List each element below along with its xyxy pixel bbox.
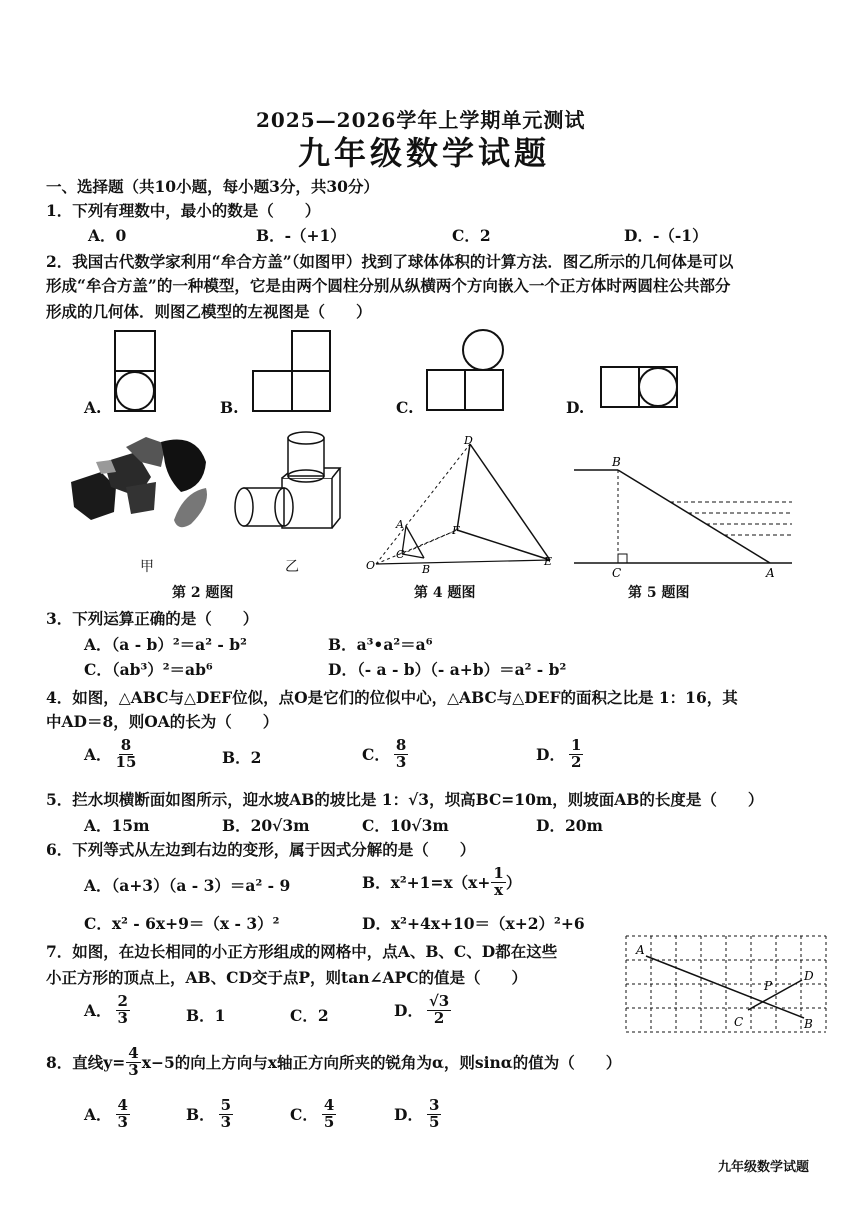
- q2-line1: 2．我国古代数学家利用“牟合方盖”（如图甲）找到了球体体积的计算方法．图乙所示的几何体是可以: [46, 252, 734, 271]
- q3-option-b: B．a³•a²＝a⁶: [328, 635, 433, 654]
- q8-a-num: 4: [117, 1096, 128, 1114]
- exam-subtitle: 2025—2026学年上学期单元测试: [256, 108, 586, 132]
- q4-option-b: B．2: [222, 748, 262, 767]
- q7-a-num: 2: [117, 992, 128, 1010]
- q2-option-c-label: C.: [396, 398, 414, 417]
- q8-stem-pre: 8．直线y=: [46, 1053, 126, 1073]
- q8-stem-fraction: [126, 1046, 140, 1079]
- section-heading: 一、选择题（共10小题，每小题3分，共30分）: [46, 177, 379, 196]
- q6-stem: 6．下列等式从左边到右边的变形，属于因式分解的是（ ）: [46, 840, 476, 859]
- q4-d-num: 1: [570, 736, 582, 754]
- q7-a-den: 3: [117, 1008, 128, 1027]
- q8-stem-num: 4: [128, 1044, 139, 1062]
- fig7-label-a: A: [636, 943, 645, 957]
- q6-option-c: C．x² - 6x+9＝（x - 3）²: [84, 914, 280, 933]
- q2-option-c-figure: [426, 328, 506, 412]
- q4-line2: 中AD＝8，则OA的长为（ ）: [46, 712, 279, 731]
- q8-b-den: 3: [220, 1112, 232, 1131]
- caption-fig5: 第 5 题图: [628, 585, 690, 601]
- figure-jia: [66, 432, 216, 532]
- q7-line1: 7．如图，在边长相同的小正方形组成的网格中，点A、B、C、D都在这些: [46, 942, 558, 961]
- q8-stem: [46, 1046, 621, 1079]
- q8-d-num: 3: [428, 1096, 440, 1114]
- q4-option-a: [84, 738, 136, 771]
- q2-option-d-label: D.: [566, 398, 585, 417]
- q5-option-b: B．20√3m: [222, 816, 310, 835]
- q2-option-b-figure: [252, 330, 332, 412]
- fig7-label-c: C: [734, 1015, 744, 1029]
- q7-line2: 小正方形的顶点上，AB、CD交于点P，则tan∠APC的值是（ ）: [46, 968, 528, 987]
- q7-option-a-label: A．: [84, 1001, 112, 1021]
- q4-option-c-fraction: [394, 738, 408, 771]
- q6-option-d: D．x²+4x+10＝（x+2）²+6: [362, 914, 585, 933]
- q7-option-d-label: D．: [394, 1001, 423, 1021]
- q8-b-num: 5: [220, 1096, 232, 1114]
- q8-option-a: [84, 1098, 130, 1131]
- q2-option-d-figure: [600, 366, 680, 410]
- q8-c-num: 4: [323, 1096, 335, 1114]
- figure-yi: [230, 430, 342, 540]
- fig4-label-f: F: [452, 524, 460, 537]
- q4-a-den: 15: [115, 752, 137, 771]
- q8-option-b-fraction: [219, 1098, 233, 1131]
- q5-stem: 5．拦水坝横断面如图所示，迎水坡AB的坡比是 1：√3，坝高BC=10m，则坡面AB的长度是（ ）: [46, 790, 764, 809]
- q4-option-d-fraction: [569, 738, 583, 771]
- q8-option-c-label: C．: [290, 1105, 318, 1125]
- q6-option-a: A．（a+3）（a - 3）＝a² - 9: [84, 876, 291, 895]
- q7-option-a: [84, 994, 130, 1027]
- q8-option-a-label: A．: [84, 1105, 112, 1125]
- fig4-label-b: B: [422, 563, 431, 576]
- q4-c-den: 3: [395, 752, 407, 771]
- q8-option-c: [290, 1098, 336, 1131]
- q8-a-den: 3: [117, 1112, 128, 1131]
- q8-stem-den: 3: [128, 1060, 139, 1079]
- figure-7-grid: [624, 934, 830, 1036]
- q6-option-b: [362, 866, 521, 899]
- q4-a-num: 8: [120, 736, 132, 754]
- q6-option-b-label: B．x²+1=x（x+: [362, 873, 491, 893]
- fig7-label-d: D: [804, 969, 814, 983]
- q8-option-b-label: B．: [186, 1105, 215, 1125]
- q4-option-a-fraction: [116, 738, 137, 771]
- q2-line3: 形成的几何体．则图乙模型的左视图是（ ）: [46, 302, 372, 321]
- fig4-label-e: E: [544, 555, 553, 568]
- q7-option-d-fraction: [427, 994, 451, 1027]
- q1-option-b: B．-（+1）: [256, 226, 346, 245]
- q7-option-c: C．2: [290, 1006, 329, 1025]
- q6-b-den: x: [494, 880, 504, 899]
- fig4-label-d: D: [464, 434, 473, 447]
- q2-option-a-figure: [114, 330, 156, 412]
- q4-option-c-label: C．: [362, 745, 390, 765]
- q2-line2: 形成“牟合方盖”的一种模型，它是由两个圆柱分别从纵横两个方向嵌入一个正方体时两圆柱公共部分: [46, 276, 731, 295]
- q2-option-b-label: B.: [220, 398, 239, 417]
- q7-d-num: √3: [428, 992, 450, 1010]
- q3-option-a: A．（a - b）²＝a² - b²: [84, 635, 247, 654]
- q8-option-a-fraction: [116, 1098, 130, 1131]
- q3-option-d: D．（- a - b）（- a+b）＝a² - b²: [328, 660, 567, 679]
- label-yi: 乙: [285, 559, 299, 575]
- q1-option-d: D．-（-1）: [624, 226, 708, 245]
- q6-option-b-fraction: [491, 866, 505, 899]
- q4-line1: 4．如图，△ABC与△DEF位似，点O是它们的位似中心，△ABC与△DEF的面积之比是 1：16，其: [46, 688, 738, 707]
- q4-option-d-label: D．: [536, 745, 565, 765]
- q7-option-a-fraction: [116, 994, 130, 1027]
- q8-option-d-label: D．: [394, 1105, 423, 1125]
- q6-b-num: 1: [493, 864, 504, 882]
- q8-option-c-fraction: [322, 1098, 336, 1131]
- q1-stem: 1．下列有理数中，最小的数是（ ）: [46, 201, 321, 220]
- fig5-label-b: B: [612, 455, 621, 469]
- q4-option-d: [536, 738, 583, 771]
- q3-option-c: C．（ab³）²＝ab⁶: [84, 660, 213, 679]
- fig5-label-c: C: [612, 566, 622, 580]
- q5-option-a: A．15m: [84, 816, 150, 835]
- figure-4: [362, 432, 562, 576]
- q8-option-d: [394, 1098, 441, 1131]
- q6-option-b-end: ）: [505, 873, 522, 893]
- q2-option-a-label: A.: [84, 398, 102, 417]
- q8-option-b: [186, 1098, 233, 1131]
- caption-fig4: 第 4 题图: [414, 585, 476, 601]
- q8-option-d-fraction: [427, 1098, 441, 1131]
- fig4-label-c: C: [396, 548, 405, 561]
- q4-d-den: 2: [570, 752, 582, 771]
- q4-option-a-label: A．: [84, 745, 112, 765]
- q8-d-den: 5: [428, 1112, 440, 1131]
- q5-option-c: C．10√3m: [362, 816, 449, 835]
- q8-stem-post: x−5的向上方向与x轴正方向所夹的锐角为α，则sinα的值为（ ）: [141, 1053, 622, 1073]
- q4-c-num: 8: [395, 736, 407, 754]
- fig7-label-b: B: [804, 1017, 813, 1031]
- q4-option-c: [362, 738, 408, 771]
- q1-option-c: C．2: [452, 226, 491, 245]
- q3-stem: 3．下列运算正确的是（ ）: [46, 609, 259, 628]
- q8-c-den: 5: [323, 1112, 335, 1131]
- caption-fig2: 第 2 题图: [172, 585, 234, 601]
- label-jia: 甲: [140, 559, 154, 575]
- q7-option-b: B．1: [186, 1006, 226, 1025]
- exam-title: 九年级数学试题: [298, 134, 551, 172]
- q7-d-den: 2: [433, 1008, 445, 1027]
- figure-5: [570, 450, 800, 580]
- q7-option-d: [394, 994, 451, 1027]
- q1-option-a: A．0: [88, 226, 127, 245]
- q5-option-d: D．20m: [536, 816, 603, 835]
- fig4-label-o: O: [366, 559, 376, 572]
- fig5-label-a: A: [766, 566, 775, 580]
- fig4-label-a: A: [396, 518, 404, 531]
- fig7-label-p: P: [764, 979, 773, 993]
- page-footer: 九年级数学试题: [718, 1160, 810, 1175]
